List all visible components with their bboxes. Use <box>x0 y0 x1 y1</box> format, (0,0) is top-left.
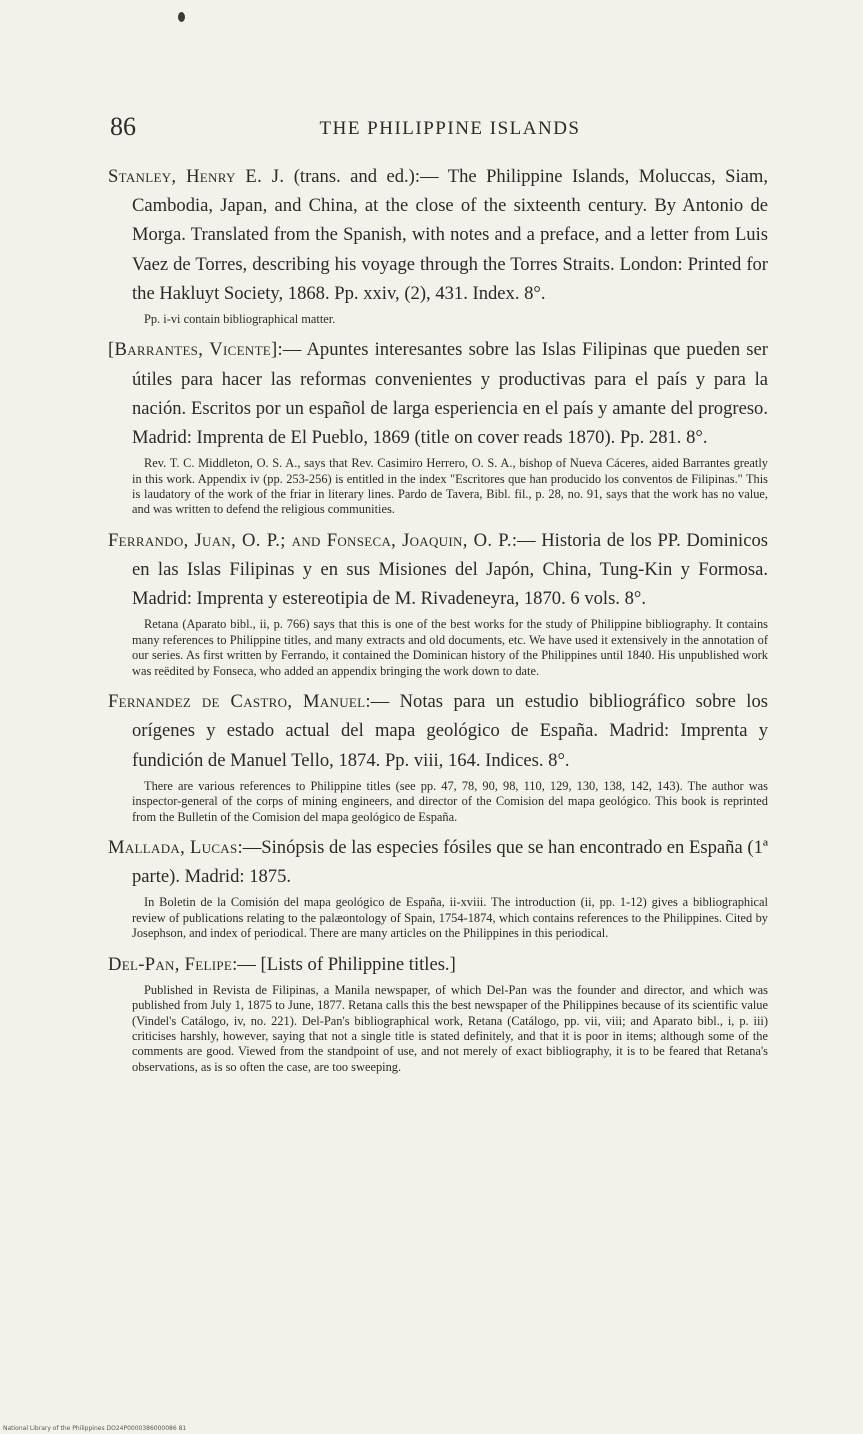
entry-text: :— Notas para un estudio bibliográfico sobre los orígenes y estado actual del mapa geológico de España. Madrid: Imprenta y fundición de Manuel Tello, 1874. Pp. viii, 164. Indices. 8°. <box>132 691 768 771</box>
entry-note: Published in Revista de Filipinas, a Manila newspaper, of which Del-Pan was the founder and director, and which was published from July 1, 1875 to June, 1877. Retana calls this the best newspaper of the Philippines because of its scientific value (Vindel's Catálogo, iv, no. 221). Del-Pan's bibliographical work, Retana (Catálogo, pp. vii, viii; and Aparato bibl., i, p. iii) criticises harshly, however, saying that not a single title is stated definitely, and that it is poor in items; although some of the comments are good. Viewed from the standpoint of use, and not merely of exact bibliography, it is to be feared that Retana's observations, as is so often the case, are too sweeping. <box>132 982 768 1074</box>
entry-text: :—Sinópsis de las especies fósiles que se han encontrado en España (1ª parte). Madrid: 1875. <box>132 836 768 888</box>
entry-text: (trans. and ed.):— The Philippine Islands, Moluccas, Siam, Cambodia, Japan, and China, at the close of the sixteenth century. By Antonio de Morga. Translated from the Spanish, with notes and a preface, and a letter from Luis Vaez de Torres, describing his voyage through the Torres Straits. London: Printed for the Hakluyt Society, 1868. Pp. xxiv, (2), 431. Index. 8°. <box>132 166 768 304</box>
entry-text: :— Historia de los PP. Dominicos en las Islas Filipinas y en sus Misiones del Japón, China, Tung-Kin y Formosa. Madrid: Imprenta y estereotipia de M. Rivadeneyra, 1870. 6 vols. 8°. <box>132 529 768 610</box>
entry-note: There are various references to Philippine titles (see pp. 47, 78, 90, 98, 110, 129, 130, 138, 142, 143). The author was inspector-general of the corps of mining engineers, and director of the Comision del mapa geológico. This book is reprinted from the Bulletin of the Comision del mapa geológico de España. <box>132 778 768 824</box>
entry-citation <box>108 335 768 452</box>
scan-footer: National Library of the Philippines DO24P0000386000086 81 <box>3 1425 187 1432</box>
ink-mark <box>178 12 185 22</box>
bibliography-list <box>108 162 768 1083</box>
entry-citation <box>108 950 768 979</box>
entry-note: Pp. i-vi contain bibliographical matter. <box>144 312 336 327</box>
bibliography-entry <box>108 687 768 825</box>
page-header <box>110 112 790 152</box>
entry-citation <box>108 526 768 614</box>
entry-text: :— [Lists of Philippine titles.] <box>232 953 456 975</box>
entry-author: Mallada, Lucas <box>108 836 238 858</box>
bibliography-entry <box>108 162 768 327</box>
bibliography-entry <box>108 335 768 517</box>
entry-author: [Barrantes, Vicente] <box>108 339 278 361</box>
entry-author: Del-Pan, Felipe <box>108 953 233 975</box>
entry-author: Stanley, Henry E. J. <box>108 166 285 187</box>
entry-author: Fernandez de Castro, Manuel <box>108 691 366 713</box>
bibliography-entry <box>108 833 768 942</box>
entry-note: In Boletin de la Comisión del mapa geológico de España, ii-xviii. The introduction (ii, pp. 1-12) gives a bibliographical review of publications relating to the palæontology of Spain, 1754-1874, which contains references to the Philippines. Cited by Josephson, and index of periodical. There are many articles on the Philippines in this periodical. <box>132 895 768 941</box>
entry-citation <box>108 162 768 308</box>
entry-citation <box>108 833 768 891</box>
entry-author: Ferrando, Juan, O. P.; and Fonseca, Joaquin, O. P. <box>108 529 512 551</box>
bibliography-entry <box>108 950 768 1076</box>
page-number: 86 <box>110 112 136 141</box>
bibliography-entry <box>108 526 768 679</box>
running-title: THE PHILIPPINE ISLANDS <box>319 118 581 139</box>
entry-text: :— Apuntes interesantes sobre las Islas Filipinas que pueden ser útiles para hacer las reformas convenientes y productivas para el país y para la nación. Escritos por un español de larga esperiencia en el país y amante del progreso. Madrid: Imprenta de El Pueblo, 1869 (title on cover reads 1870). Pp. 281. 8°. <box>132 339 768 449</box>
entry-note: Rev. T. C. Middleton, O. S. A., says that Rev. Casimiro Herrero, O. S. A., bishop of Nueva Cáceres, aided Barrantes greatly in this work. Appendix iv (pp. 253-256) is entitled in the index "Escritores que han producido los conventos de Filipinas." This is laudatory of the work of the friar in literary lines. Pardo de Tavera, Bibl. fil., p. 28, no. 91, says that the work has no value, and was written to defend the religious communities. <box>132 456 768 517</box>
entry-note: Retana (Aparato bibl., ii, p. 766) says that this is one of the best works for the study of Philippine bibliography. It contains many references to Philippine titles, and many extracts and old documents, etc. We have used it extensively in the annotation of our series. As first written by Ferrando, it contained the Dominican history of the Philippines until 1840. His unpublished work was reëdited by Fonseca, who added an appendix bringing the work down to date. <box>132 617 768 678</box>
entry-citation <box>108 687 768 775</box>
